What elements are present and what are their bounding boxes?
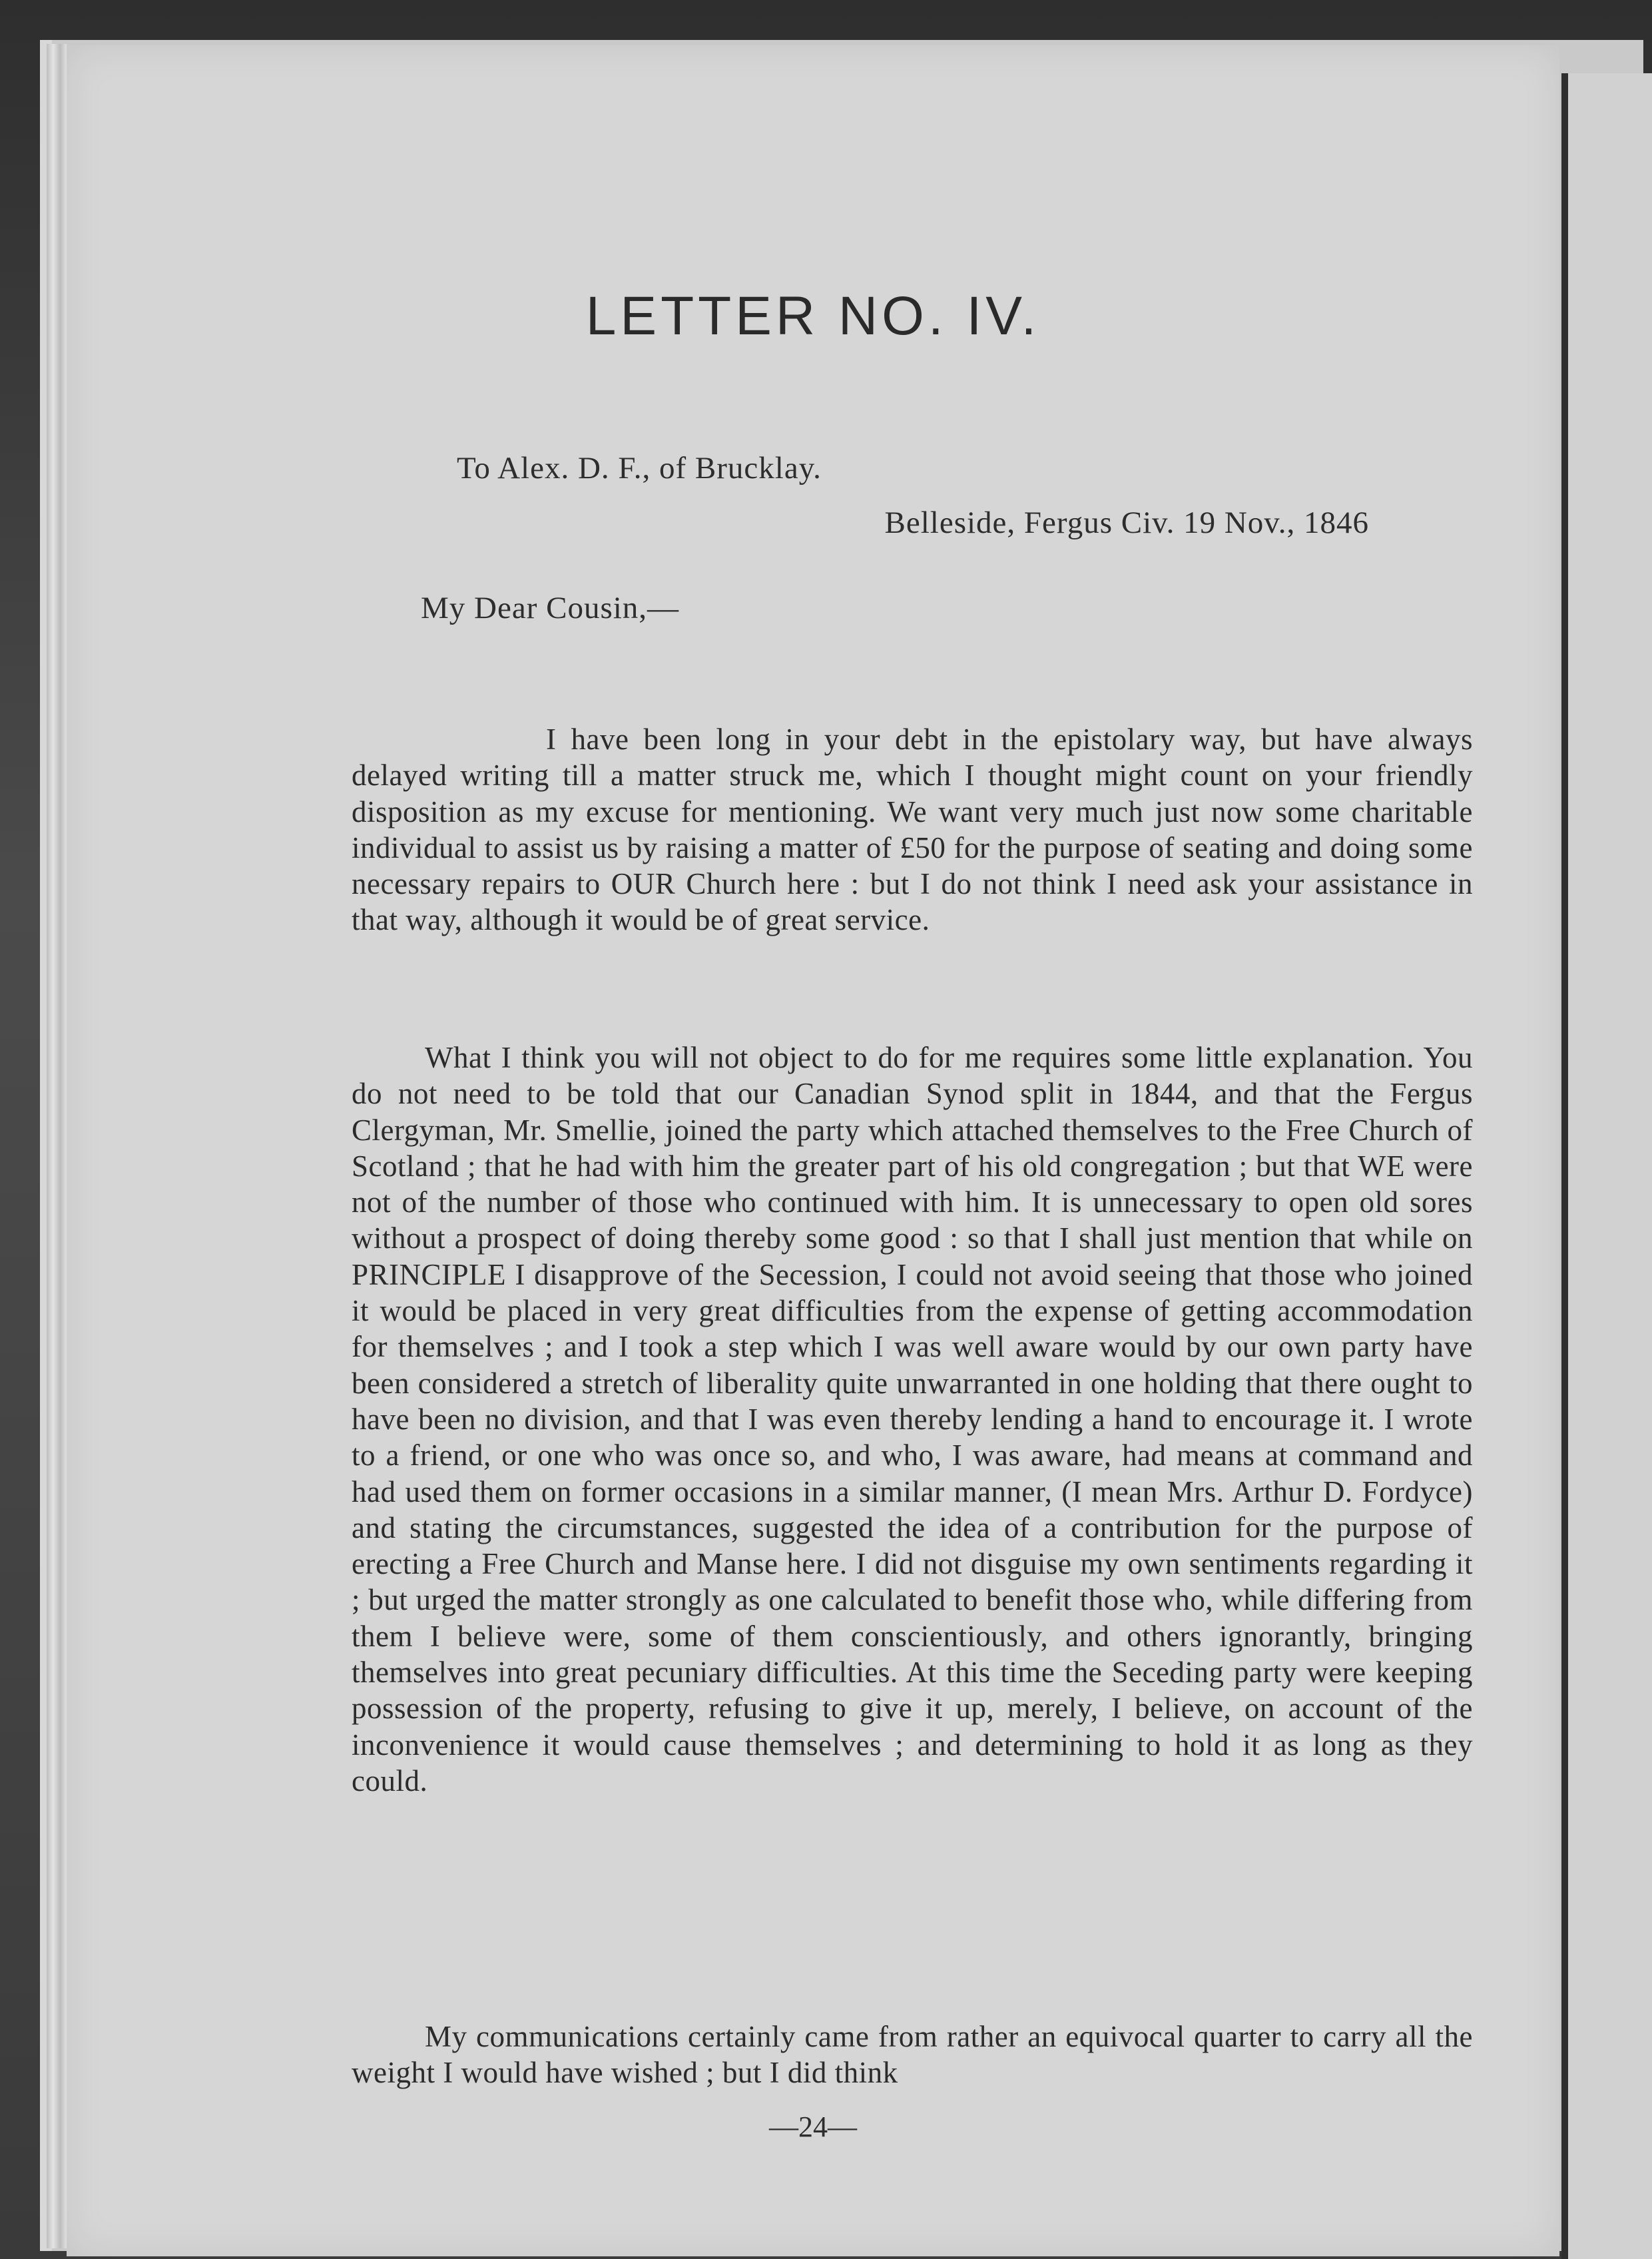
page-number: —24— [769,2110,857,2143]
paragraph-1-block [352,721,1473,938]
addressee-line: To Alex. D. F., of Brucklay. [457,451,822,485]
paragraph-2-block [352,1040,1473,1799]
letter-title: LETTER NO. IV. [585,286,1041,346]
place-date-line: Belleside, Fergus Civ. 19 Nov., 1846 [884,505,1369,540]
page-edge [47,44,67,2248]
salutation: My Dear Cousin,— [421,591,680,625]
right-leaf [1561,73,1652,2259]
paragraph-3-block [352,2019,1473,2091]
paragraph-3: My communications certainly came from rather an equivocal quarter to carry all the weight I would have wished ; but I did think [352,2020,1473,2090]
document-page [67,45,1559,2256]
paragraph-2: What I think you will not object to do for me requires some little explanation. You do not need to be told that our Canadian Synod split in 1844, and that the Fergus Clergyman, Mr. Smellie, joined the party which attached themselves to the Free Church of Scotland ; that he had with him the greater part of his old congregation ; but that WE were not of the number of those who continued with him. It is unnecessary to open old sores without a prospect of doing thereby some good : so that I shall just mention that while on PRINCIPLE I disapprove of the Secession, I could not avoid seeing that those who joined it would be placed in very great difficulties from the expense of getting accommodation for themselves ; and I took a step which I was well aware would by our own party have been considered a stretch of liberality quite unwarranted in one holding that there ought to have been no division, and that I was even thereby lending a hand to encourage it. I wrote to a friend, or one who was once so, and who, I was aware, had means at command and had used them on former occasions in a similar manner, (I mean Mrs. Arthur D. Fordyce) and stating the circumstances, suggested the idea of a contribution for the purpose of erecting a Free Church and Manse here. I did not disguise my own sentiments regarding it ; but urged the matter strongly as one calculated to benefit those who, while differing from them I believe were, some of them conscientiously, and others ignorantly, bringing themselves into great pecuniary difficulties. At this time the Seceding party were keeping possession of the property, refusing to give it up, merely, I believe, on account of the inconvenience it would cause themselves ; and determining to hold it as long as they could. [352,1041,1473,1797]
paragraph-1: I have been long in your debt in the epistolary way, but have always delayed writing till a matter struck me, which I thought might count on your friendly disposition as my excuse for mentioning. We want very much just now some charitable individual to assist us by raising a matter of £50 for the purpose of seating and doing some necessary repairs to OUR Church here : but I do not think I need ask your assistance in that way, although it would be of great service. [352,723,1473,937]
